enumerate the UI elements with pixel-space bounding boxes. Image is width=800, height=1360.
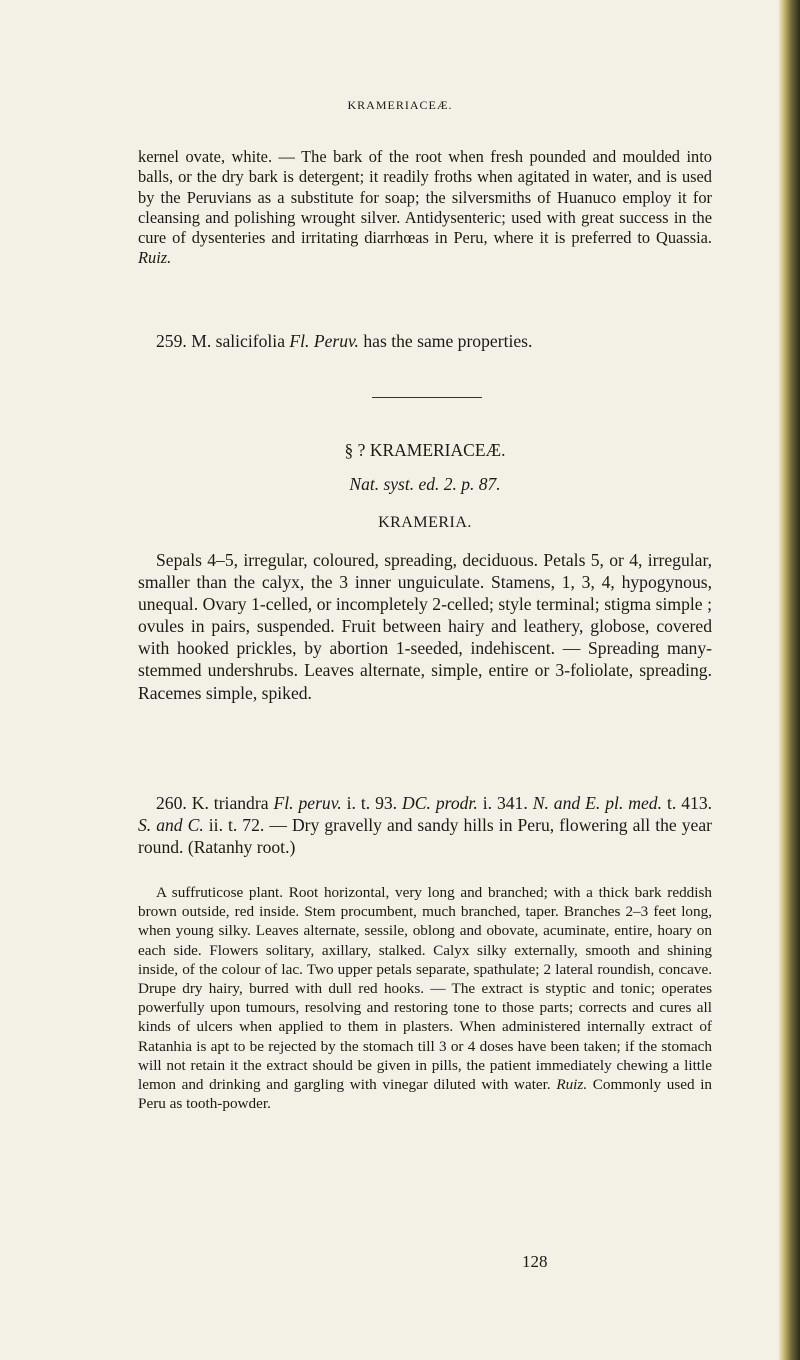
paragraph-text: kernel ovate, white. — The bark of the root when fresh pounded and moulded into balls, or the dry bark is detergent; it readily froths when agitated in water, and is used by the Peruvians as a substitute for soap; the silversmiths of Huanuco employ it for cleansing and polishing wrought silver. Antidysenteric; used with great success in the cure of dysenteries and irritating diarrhœas in Peru, where it is preferred to Quassia.	[138, 147, 712, 248]
description-text: A suffruticose plant. Root horizontal, very long and branched; with a thick bark reddish brown outside, red inside. Stem procumbent, much branched, taper. Branches 2–3 feet long, when young silky. Leaves alternate, sessile, oblong and obovate, acuminate, entire, hoary on each side. Flowers solitary, axillary, stalked. Calyx silky externally, smooth and shining inside, of the colour of lac. Two upper petals separate, spathulate; 2 lateral roundish, concave. Drupe dry hairy, burred with dull red hooks. — The extract is styptic and tonic; operates powerfully upon tumours, resolving and restoring tone to those parts; corrects and cures all kinds of ulcers when applied to them in plasters. When administered internally extract of Ratanhia is apt to be rejected by the stomach till 3 or 4 doses have been taken; if the stomach will not retain it the extract should be given in pills, the patient immediately chewing a little lemon and drinking and gargling with vinegar diluted with water.	[138, 884, 712, 1094]
section-heading: § ? KRAMERIACEÆ.	[344, 440, 506, 460]
section-divider	[372, 397, 482, 398]
species-259-entry	[138, 330, 712, 352]
species-260-description	[138, 883, 712, 1113]
species-260-name: 260. K. triandra	[156, 793, 269, 813]
species-260-entry	[138, 792, 712, 859]
species-260-text: — Dry gravelly and sandy hills in Peru, flowering all the year round. (Ratanhy root.)	[138, 815, 712, 858]
species-260-ref-1-loc: i. t. 93.	[346, 793, 398, 813]
species-259-name: 259. M. salicifolia	[156, 331, 285, 351]
genus-description: Sepals 4–5, irregular, coloured, spreading, deciduous. Petals 5, or 4, irregular, smaller than the calyx, the 3 inner unguiculate. Stamens, 1, 3, 4, hypogynous, unequal. Ovary 1-celled, or incompletely 2-celled; style terminal; stigma simple ; ovules in pairs, suspended. Fruit between hairy and leathery, globose, covered with hooked prickles, by abortion 1-seeded, indehiscent. — Spreading many-stemmed undershrubs. Leaves alternate, simple, entire or 3-foliolate, spreading. Racemes simple, spiked.	[138, 550, 712, 703]
species-260-ref-3: N. and E. pl. med.	[532, 793, 663, 813]
species-260-ref-2: DC. prodr.	[402, 793, 478, 813]
page-edge-shadow	[778, 0, 800, 1360]
species-260-ref-2-loc: i. 341.	[482, 793, 528, 813]
species-259-reference: Fl. Peruv.	[289, 331, 359, 351]
species-260-ref-4-loc: ii. t. 72.	[208, 815, 265, 836]
authority-ruiz: Ruiz.	[556, 1076, 588, 1094]
page-number: 128	[522, 1252, 548, 1271]
species-259-text: has the same properties.	[363, 331, 533, 351]
authority-ruiz: Ruiz.	[138, 248, 172, 268]
description-tail: Commonly used in Peru as tooth-powder.	[138, 1076, 713, 1113]
species-260-ref-3-loc: t. 413.	[666, 793, 713, 813]
section-reference: Nat. syst. ed. 2. p. 87.	[349, 474, 501, 494]
species-260-ref-4: S. and C.	[138, 815, 204, 836]
species-260-ref-1: Fl. peruv.	[273, 793, 342, 813]
genus-heading: KRAMERIA.	[378, 514, 472, 531]
running-head: KRAMERIACEÆ.	[347, 98, 453, 112]
paragraph-kernel-description	[138, 147, 712, 269]
